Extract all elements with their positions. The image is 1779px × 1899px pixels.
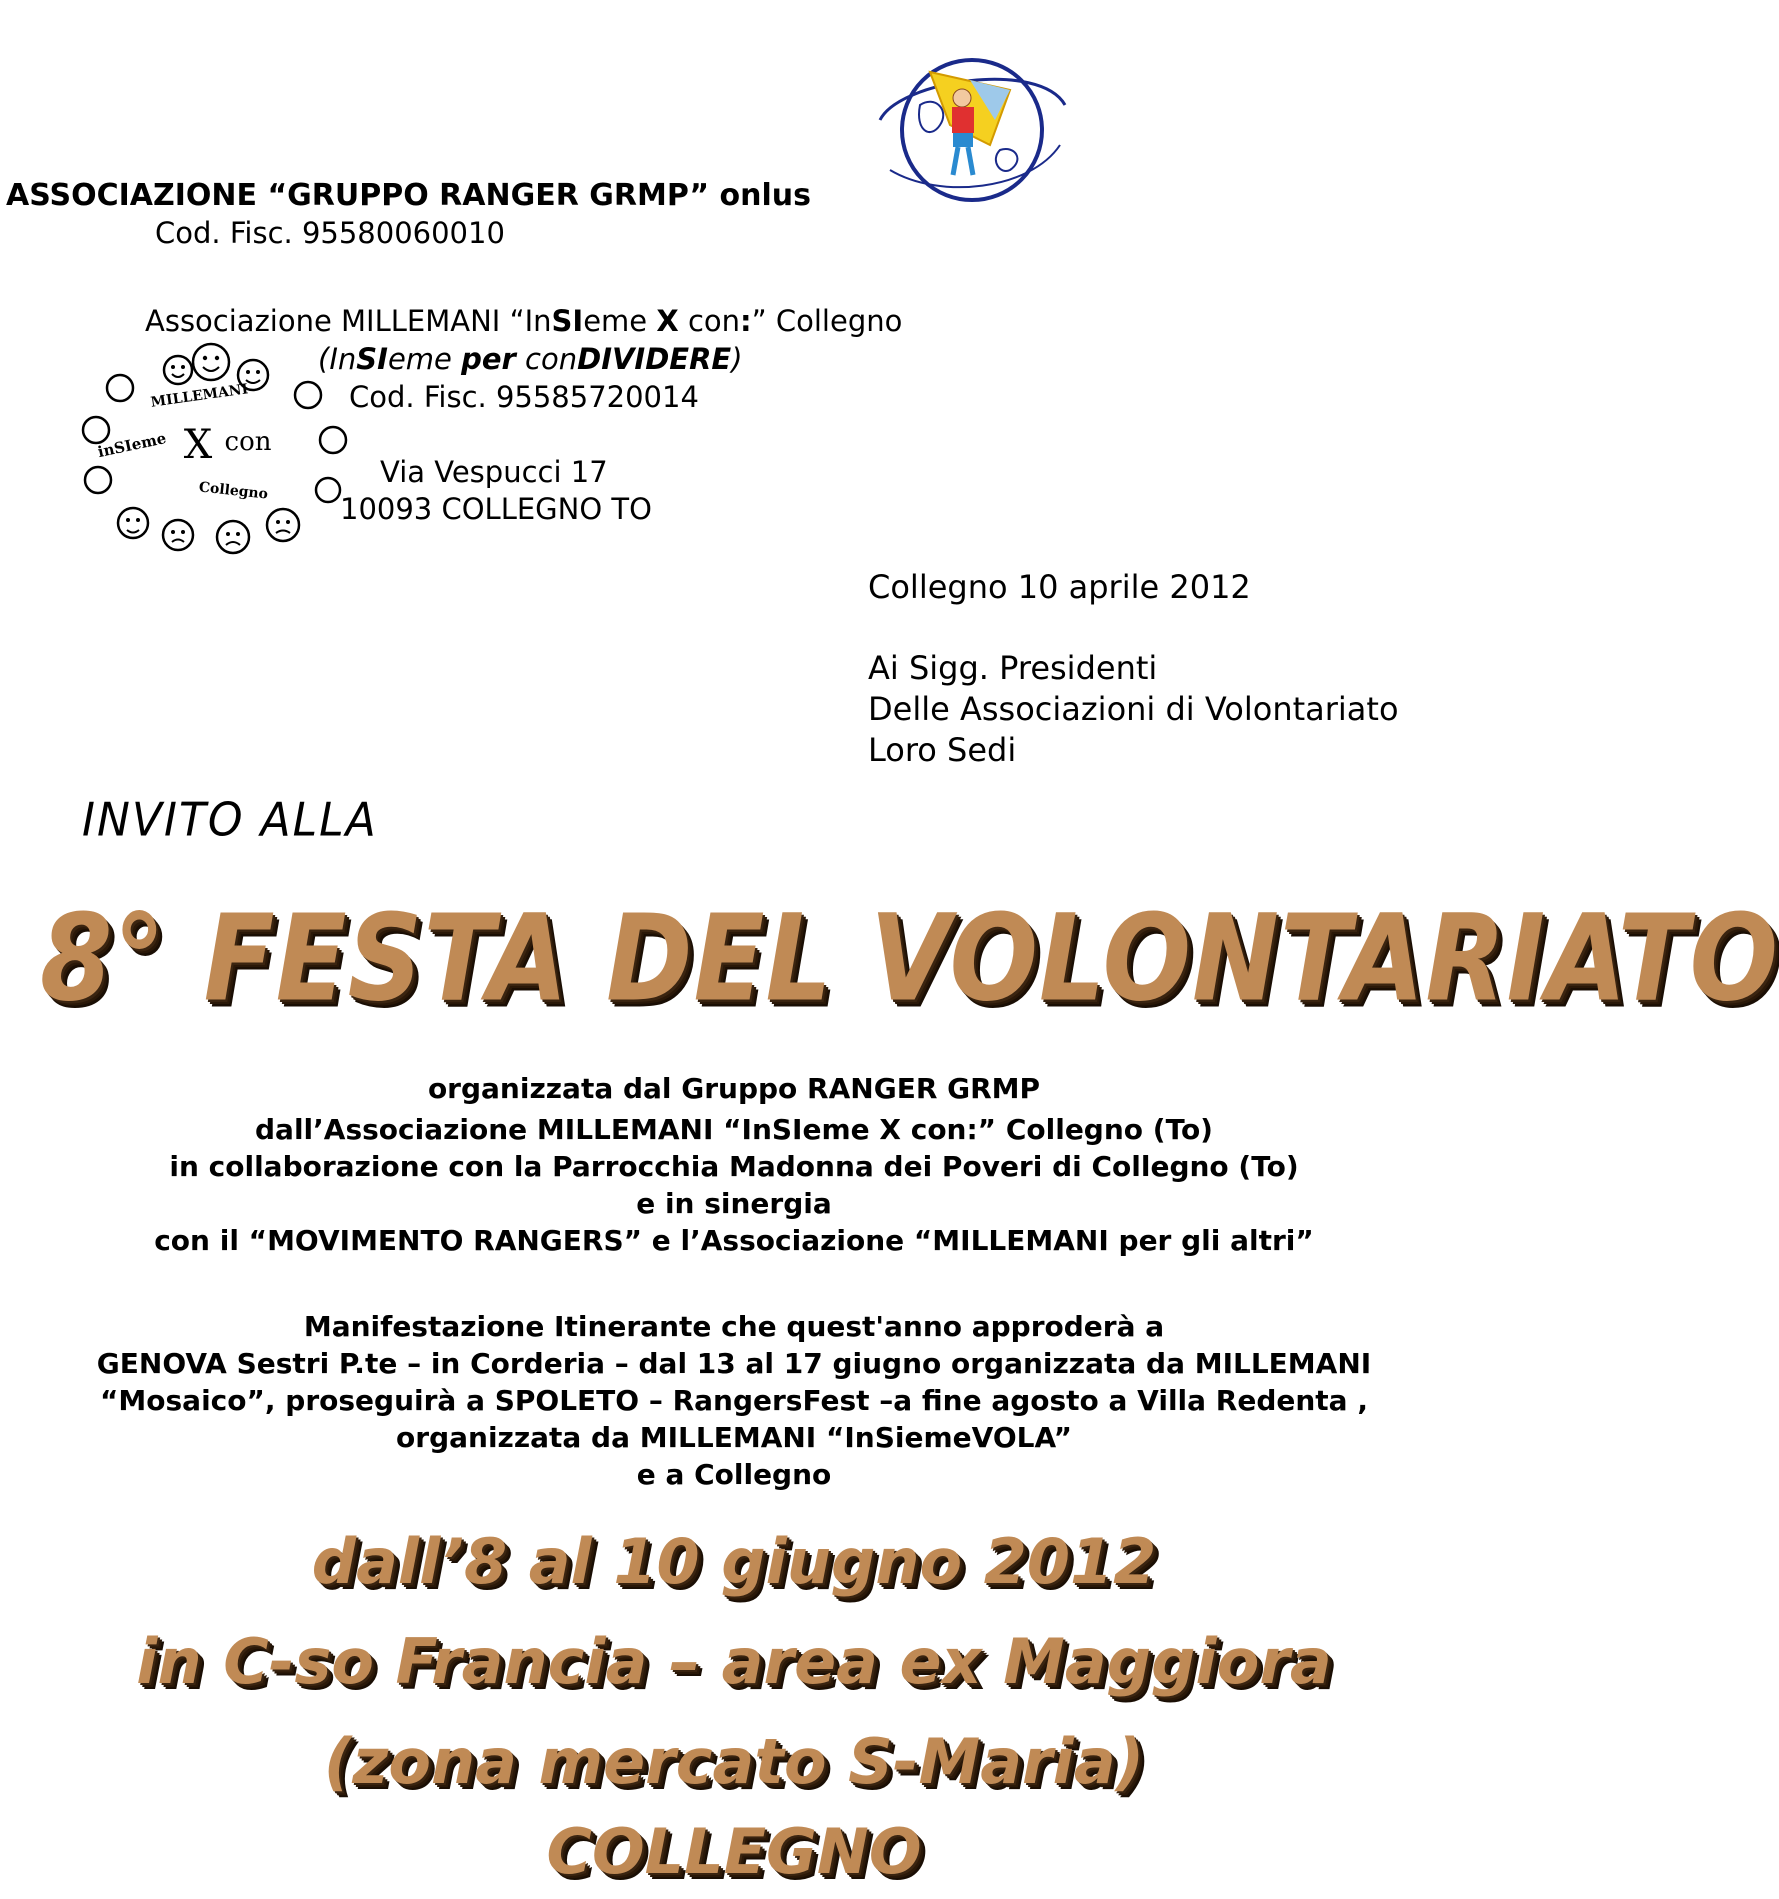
itinerant-line: organizzata da MILLEMANI “InSiemeVOLA” xyxy=(396,1421,1072,1454)
invito-heading: INVITO ALLA xyxy=(82,793,378,848)
event-zone: (zona mercato S-Maria) xyxy=(323,1725,1145,1798)
itinerant-block xyxy=(0,1308,1468,1493)
organizers-line: in collaborazione con la Parrocchia Madonna dei Poveri di Collegno (To) xyxy=(169,1150,1299,1183)
event-city: COLLEGNO xyxy=(546,1815,922,1888)
grmp-tax-code: Cod. Fisc. 95580060010 xyxy=(155,216,505,250)
itinerant-line: e a Collegno xyxy=(636,1458,832,1491)
grmp-association-name: ASSOCIAZIONE “GRUPPO RANGER GRMP” onlus xyxy=(6,178,812,213)
recipient-line: Delle Associazioni di Volontariato xyxy=(868,690,1399,728)
millemani-association-name: Associazione MILLEMANI “InSIeme X con:” Collegno xyxy=(145,304,903,338)
millemani-street: Via Vespucci 17 xyxy=(380,455,608,489)
itinerant-line: Manifestazione Itinerante che quest'anno approderà a xyxy=(303,1310,1165,1343)
recipient-line: Ai Sigg. Presidenti xyxy=(868,649,1158,687)
millemani-logo-con-text: con xyxy=(224,427,272,457)
millemani-tax-code: Cod. Fisc. 95585720014 xyxy=(349,380,699,414)
millemani-logo-x-text: X xyxy=(183,422,213,468)
itinerant-line: GENOVA Sestri P.te – in Corderia – dal 13 al 17 giugno organizzata da MILLEMANI xyxy=(96,1347,1372,1380)
millemani-motto: (InSIeme per conDIVIDERE) xyxy=(318,342,743,376)
millemani-logo-top-text: MILLEMANI xyxy=(149,381,250,411)
organizers-line: e in sinergia xyxy=(636,1187,832,1220)
organizers-line: organizzata dal Gruppo RANGER GRMP xyxy=(427,1072,1041,1105)
organizers-line: dall’Associazione MILLEMANI “InSIeme X con:” Collegno (To) xyxy=(255,1113,1213,1146)
itinerant-line: “Mosaico”, proseguirà a SPOLETO – RangersFest –a fine agosto a Villa Redenta , xyxy=(100,1384,1368,1417)
festa-title: 8° FESTA DEL VOLONTARIATO xyxy=(40,888,1779,1029)
millemani-logo-left-text: inSIeme xyxy=(96,429,168,462)
event-dates: dall’8 al 10 giugno 2012 xyxy=(311,1525,1157,1598)
millemani-logo xyxy=(78,340,358,555)
millemani-city: 10093 COLLEGNO TO xyxy=(340,492,652,526)
rangers-logo xyxy=(860,50,1075,205)
organizers-line: con il “MOVIMENTO RANGERS” e l’Associazione “MILLEMANI per gli altri” xyxy=(154,1224,1314,1257)
letter-date: Collegno 10 aprile 2012 xyxy=(868,568,1251,606)
millemani-logo-bottom-text: Collegno xyxy=(198,479,269,503)
organizers-block xyxy=(0,1070,1468,1259)
event-place: in C-so Francia – area ex Maggiora xyxy=(136,1625,1332,1698)
recipient-line: Loro Sedi xyxy=(868,731,1017,769)
recipients-block xyxy=(868,648,1399,771)
